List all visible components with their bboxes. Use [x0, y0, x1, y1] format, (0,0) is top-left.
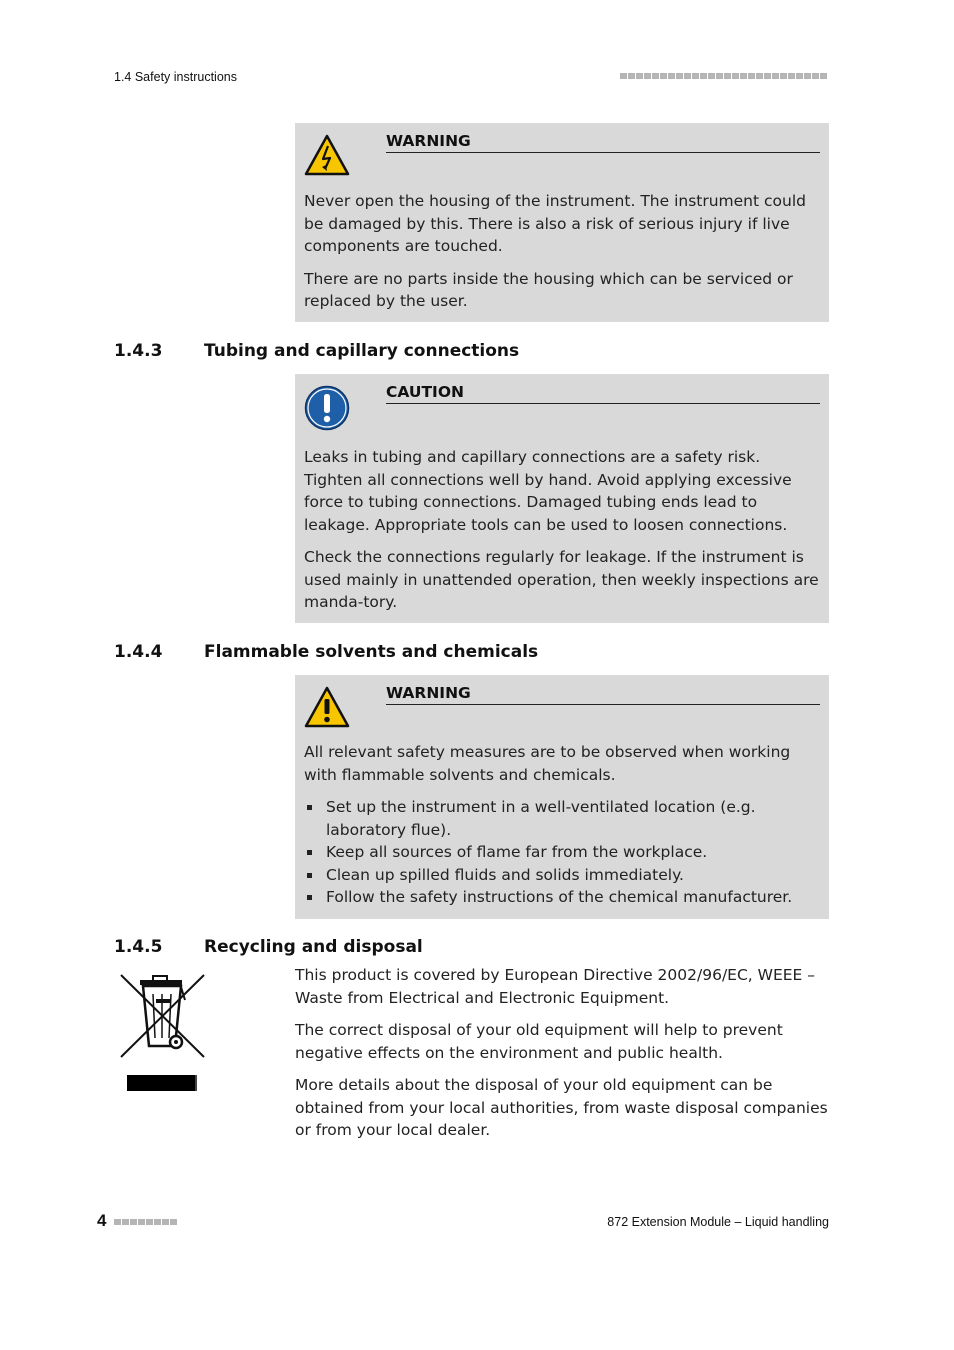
- electrical-hazard-icon: [304, 134, 350, 176]
- section-title: Flammable solvents and chemicals: [204, 642, 539, 662]
- disposal-paragraph: This product is covered by European Directive 2002/96/EC, WEEE – Waste from Electrical and Electronic Equipment.: [295, 966, 816, 1007]
- section-title: Recycling and disposal: [204, 937, 423, 957]
- section-title: Tubing and capillary connections: [204, 341, 520, 361]
- exclamation-circle-icon: [304, 385, 350, 431]
- list-item: Set up the instrument in a well-ventilated location (e.g. laboratory flue).: [304, 796, 819, 841]
- footer-document-title: 872 Extension Module – Liquid handling: [607, 1215, 829, 1229]
- general-warning-icon: [304, 686, 350, 728]
- footer-decorative-squares: [114, 1219, 177, 1225]
- disposal-text: [295, 964, 829, 1152]
- caution-body: [304, 446, 819, 624]
- warning-paragraph: There are no parts inside the housing which can be serviced or replaced by the user.: [304, 269, 793, 310]
- warning-box-housing: [295, 123, 829, 322]
- warning-body: [304, 190, 819, 323]
- header-decorative-squares: [620, 73, 827, 79]
- safety-bullet-list: [304, 796, 819, 909]
- list-item: Follow the safety instructions of the chemical manufacturer.: [304, 886, 819, 909]
- warning-box-flammable: [295, 675, 829, 919]
- warning-paragraph: Never open the housing of the instrument. The instrument could be damaged by this. There is also a risk of serious injury if live components are touched.: [304, 192, 806, 255]
- warning-label: WARNING: [386, 132, 820, 153]
- section-number: 1.4.3: [114, 341, 163, 361]
- crossed-out-wheelie-bin-icon: [118, 972, 208, 1094]
- warning-label: WARNING: [386, 684, 820, 705]
- list-item: Clean up spilled fluids and solids immediately.: [304, 864, 819, 887]
- list-item: Keep all sources of flame far from the workplace.: [304, 841, 819, 864]
- disposal-paragraph: The correct disposal of your old equipment will help to prevent negative effects on the environment and public health.: [295, 1021, 783, 1062]
- section-number: 1.4.5: [114, 937, 163, 957]
- caution-label: CAUTION: [386, 383, 820, 404]
- caution-paragraph: Check the connections regularly for leakage. If the instrument is used mainly in unattended operation, then weekly inspections are manda-tory.: [304, 548, 819, 611]
- section-number: 1.4.4: [114, 642, 163, 662]
- disposal-paragraph: More details about the disposal of your old equipment can be obtained from your local authorities, from waste disposal companies or from your local dealer.: [295, 1076, 828, 1139]
- caution-box-tubing: [295, 374, 829, 623]
- running-header-title: 1.4 Safety instructions: [114, 70, 237, 84]
- caution-paragraph: Leaks in tubing and capillary connections are a safety risk. Tighten all connections well by hand. Avoid applying excessive force to tubing connections. Damaged tubing ends lead to leakage. Appropriate tools can be used to loosen connections.: [304, 448, 792, 534]
- warning-body: [304, 741, 819, 909]
- warning-intro: All relevant safety measures are to be observed when working with flammable solvents and chemicals.: [304, 743, 791, 784]
- page-number: 4: [97, 1211, 107, 1230]
